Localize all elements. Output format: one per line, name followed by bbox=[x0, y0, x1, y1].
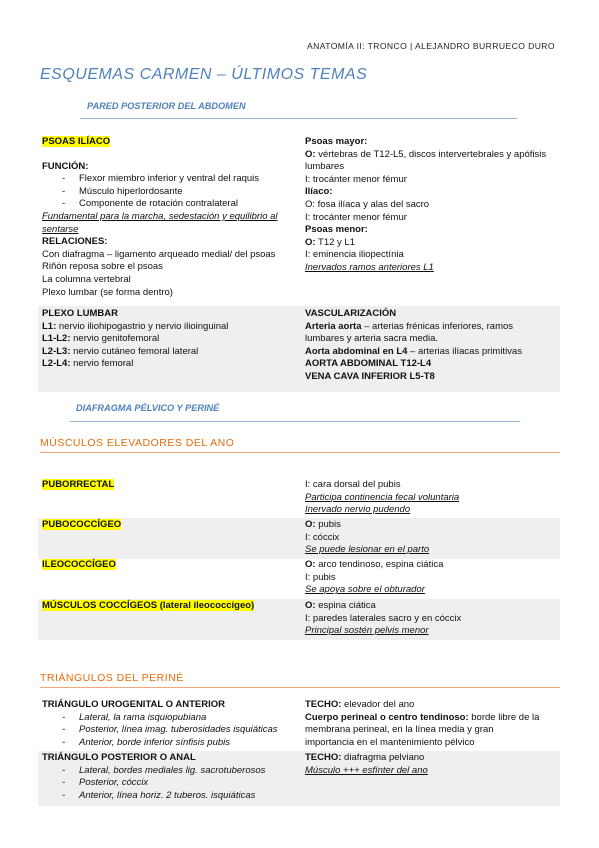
vascularizacion-block bbox=[305, 308, 558, 384]
page-title: ESQUEMAS CARMEN – ÚLTIMOS TEMAS bbox=[40, 66, 368, 83]
fundamental-note-cont: sentarse bbox=[42, 223, 79, 235]
subsection-title-elevadores: MÚSCULOS ELEVADORES DEL ANO bbox=[40, 437, 235, 449]
subsection-rule bbox=[40, 452, 560, 453]
insertion-text: I: trocánter menor fémur bbox=[305, 211, 407, 223]
insertion-text: I: cóccix bbox=[305, 531, 340, 543]
insertion-text: I: cara dorsal del pubis bbox=[305, 479, 401, 490]
fundamental-note: Fundamental para la marcha, sedestación y equilibrio al bbox=[42, 210, 278, 222]
triangle-title: TRIÁNGULO POSTERIOR O ANAL bbox=[42, 752, 196, 763]
muscle-name: PSOAS ILÍACO bbox=[42, 136, 111, 147]
vasc-title: VASCULARIZACIÓN bbox=[305, 308, 397, 319]
nerve-row: L1: nervio iliohipogastrio y nervio ilioinguinal bbox=[42, 320, 229, 332]
section-rule bbox=[80, 118, 517, 119]
vasc-line-cont: lumbares y arteria sacra media. bbox=[305, 333, 439, 345]
muscle-note: Se apoya sobre el obturador bbox=[305, 584, 425, 596]
nerve-row: L1-L2: nervio genitofemoral bbox=[42, 333, 160, 345]
insertion-text: I: paredes laterales sacro y en cóccix bbox=[305, 612, 462, 624]
plexo-title: PLEXO LUMBAR bbox=[42, 308, 118, 319]
plexo-lumbar-block bbox=[42, 308, 294, 371]
psoas-menor-label: Psoas menor: bbox=[305, 224, 368, 236]
muscle-note: Inervado nervio pudendo bbox=[305, 504, 411, 516]
muscle-note: Músculo +++ esfínter del ano bbox=[305, 764, 428, 776]
list-item: La columna vertebral bbox=[42, 273, 131, 285]
section-heading-diafragma: DIAFRAGMA PÉLVICO Y PERINÉ bbox=[76, 403, 220, 413]
psoas-right-column bbox=[305, 136, 558, 275]
triangle-title: TRIÁNGULO UROGENITAL O ANTERIOR bbox=[42, 699, 225, 710]
list-item: Riñón reposa sobre el psoas bbox=[42, 261, 163, 273]
muscle-row-ileococcigeo bbox=[42, 559, 294, 572]
psoas-left-column bbox=[42, 136, 294, 299]
body-text: membrana perineal, en la línea media y gran bbox=[305, 724, 494, 736]
insertion-text: I: eminencia iliopectínia bbox=[305, 249, 404, 261]
innervation-note: Inervados ramos anteriores L1 bbox=[305, 261, 434, 273]
list-item: - Lateral, la rama isquiopubiana bbox=[62, 711, 207, 723]
nerve-row: L2-L3: nervio cutáneo femoral lateral bbox=[42, 345, 199, 357]
muscle-row-pubococcigeo bbox=[42, 519, 294, 532]
triangulo-anal bbox=[42, 752, 300, 802]
insertion-text: I: trocánter menor fémur bbox=[305, 173, 407, 185]
triangulo-urogenital-details: TECHO: elevador del ano Cuerpo perineal o centro tendinoso: borde libre de la membrana perineal, en la línea media y gran importancia en el mantenimiento pélvico bbox=[305, 699, 558, 749]
psoas-mayor-label: Psoas mayor: bbox=[305, 136, 368, 147]
triangulo-urogenital bbox=[42, 699, 300, 749]
iliaco-label: Ilíaco: bbox=[305, 186, 333, 198]
vasc-line: Aorta abdominal en L4 – arterias ilíacas primitivas bbox=[305, 345, 522, 357]
relaciones-label: RELACIONES: bbox=[42, 236, 108, 248]
muscle-details-pubococcigeo: O: pubis I: cóccix Se puede lesionar en el parto bbox=[305, 519, 558, 557]
list-item: Con diafragma – ligamento arqueado medial/ del psoas bbox=[42, 248, 276, 260]
subsection-title-triangulos: TRIÁNGULOS DEL PERINÉ bbox=[40, 672, 184, 684]
nerve-row: L2-L4: nervio femoral bbox=[42, 358, 134, 370]
vasc-line: AORTA ABDOMINAL T12-L4 bbox=[305, 358, 432, 370]
triangulo-anal-details: TECHO: diafragma pelviano Músculo +++ esfínter del ano bbox=[305, 752, 558, 777]
origin-text: O: T12 y L1 bbox=[305, 236, 355, 248]
origin-text: O: vértebras de T12-L5, discos intervertebrales y apófisis bbox=[305, 148, 547, 160]
body-text: importancia en el mantenimiento pélvico bbox=[305, 736, 475, 748]
list-item: Plexo lumbar (se forma dentro) bbox=[42, 286, 173, 298]
section-rule bbox=[70, 421, 520, 422]
muscle-name: PUBORRECTAL bbox=[42, 479, 115, 490]
muscle-note: Participa continencia fecal voluntaria bbox=[305, 491, 460, 503]
list-item: - Posterior, línea imag. tuberosidades isquiáticas bbox=[62, 724, 278, 736]
muscle-details-coccigeos: O: espina ciática I: paredes laterales sacro y en cóccix Principal sostén pelvis menor bbox=[305, 600, 558, 638]
muscle-note: Se puede lesionar en el parto bbox=[305, 544, 430, 556]
origin-text-cont: lumbares bbox=[305, 161, 345, 173]
list-item: - Anterior, línea horiz. 2 tuberos. isquiáticas bbox=[62, 789, 256, 801]
vasc-line: VENA CAVA INFERIOR L5-T8 bbox=[305, 370, 435, 382]
vasc-line: Arteria aorta – arterias frénicas inferiores, ramos bbox=[305, 320, 514, 332]
muscle-row-coccigeos bbox=[42, 600, 302, 613]
subsection-rule bbox=[40, 687, 560, 688]
muscle-details-puborrectal bbox=[305, 479, 558, 517]
muscle-name: ILEOCOCCÍGEO bbox=[42, 559, 116, 570]
list-item: - Flexor miembro inferior y ventral del raquis bbox=[62, 173, 260, 185]
muscle-row-puborrectal bbox=[42, 479, 294, 492]
muscle-note: Principal sostén pelvis menor bbox=[305, 625, 429, 637]
section-heading-pared: PARED POSTERIOR DEL ABDOMEN bbox=[87, 101, 246, 111]
funcion-label: FUNCIÓN: bbox=[42, 160, 89, 172]
page-header: ANATOMÍA II: TRONCO | ALEJANDRO BURRUECO DURO bbox=[307, 41, 555, 51]
list-item: - Componente de rotación contralateral bbox=[62, 198, 238, 210]
list-item: - Músculo hiperlordosante bbox=[62, 185, 183, 197]
origin-text: O: fosa ilíaca y alas del sacro bbox=[305, 198, 430, 210]
muscle-name: PUBOCOCCÍGEO bbox=[42, 519, 122, 530]
muscle-name: MÚSCULOS COCCÍGEOS (lateral ileococcígeo) bbox=[42, 600, 255, 611]
list-item: - Anterior, borde inferior sínfisis pubis bbox=[62, 736, 231, 748]
muscle-details-ileococcigeo: O: arco tendinoso, espina ciática I: pubis Se apoya sobre el obturador bbox=[305, 559, 558, 597]
insertion-text: I: pubis bbox=[305, 571, 336, 583]
list-item: - Posterior, cóccix bbox=[62, 777, 149, 789]
list-item: - Lateral, bordes mediales lig. sacrotuberosos bbox=[62, 764, 266, 776]
